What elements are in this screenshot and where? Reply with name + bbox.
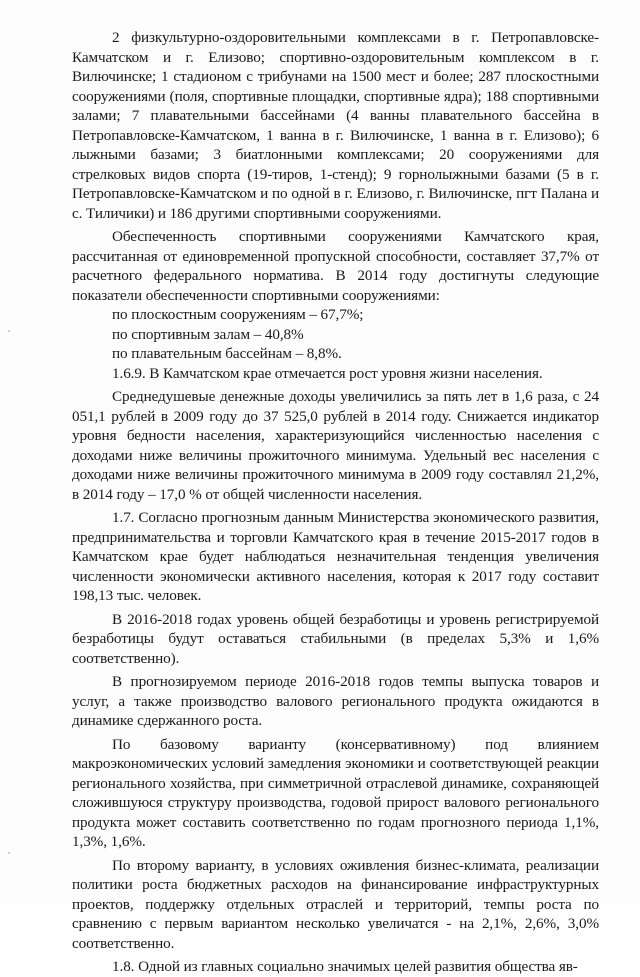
paragraph-base-variant: По базовому варианту (консервативному) под влиянием макроэкономических условий замедления экономики и соответствующей реакции регионального хозяйства, при симметричной отраслевой динамике, сохраняющей сложившуюся структуру производства, годовой прирост валового регионального продукта может составить соответственно по годам прогнозного периода 1,1%, 1,3%, 1,6%.	[72, 735, 599, 850]
paragraph-section-1-6-9: 1.6.9. В Камчатском крае отмечается рост уровня жизни населения.	[112, 364, 543, 382]
scan-speck	[8, 330, 10, 332]
scan-speck	[8, 852, 10, 854]
paragraph-sports-facilities: 2 физкультурно-оздоровительными комплексами в г. Петропавловске-Камчатском и г. Елизово; спортивно-оздоровительным комплексом в г. Вилючинске; 1 стадионом с трибунами на 1500 мест и более; 287 плоскостными сооружениями (поля, спортивные площадки, спортивные ядра); 188 спортивными залами; 7 плавательными бассейнами (4 ванны плавательного бассейна в Петропавловске-Камчатском, 1 ванна в г. Вилючинске, 1 ванна в г. Елизово); 6 лыжными базами; 3 биатлонными комплексами; 20 сооружениями для стрелковых видов спорта (19-тиров, 1-стенд); 9 горнолыжными базами (5 в г. Петропавловске-Камчатском и по одной в г. Елизово, г. Вилючинске, пгт Палана и с. Тиличики) и 186 другими спортивными сооружениями.	[72, 29, 599, 222]
paragraph-income: Среднедушевые денежные доходы увеличились за пять лет в 1,6 раза, с 24 051,1 рублей в 2009 году до 37 525,0 рублей в 2014 году. Снижается индикатор уровня бедности населения, характеризующийся численностью населения с доходами ниже величины прожиточного минимума. Удельный вес населения с доходами ниже величины прожиточного минимума в 2009 году составлял 21,2%, в 2014 году – 17,0 % от общей численности населения.	[72, 388, 599, 503]
paragraph-second-variant: По второму варианту, в условиях оживления бизнес-климата, реализации политики роста бюджетных расходов на финансирование инфраструктурных проектов, поддержку отдельных отраслей и территорий, темпы роста по сравнению с первым вариантом несколько увеличатся - на 2,1%, 2,6%, 3,0% соответственно.	[72, 856, 599, 952]
document-body	[72, 28, 599, 977]
paragraph-facility-provision: Обеспеченность спортивными сооружениями Камчатского края, рассчитанная от единовременной пропускной способности, составляет 37,7% от расчетного федерального норматива. В 2014 году достигнуты следующие показатели обеспеченности спортивными сооружениями:	[72, 228, 599, 304]
list-item-swimming-pools: по плавательным бассейнам – 8,8%.	[112, 345, 342, 362]
paragraph-section-1-8: 1.8. Одной из главных социально значимых целей развития общества яв-	[112, 958, 578, 975]
paragraph-unemployment: В 2016-2018 годах уровень общей безработицы и уровень регистрируемой безработицы будут оставаться стабильными (в пределах 5,3% и 1,6% соответственно).	[72, 610, 599, 667]
list-item-flat-facilities: по плоскостным сооружениям – 67,7%;	[112, 306, 364, 323]
list-item-sports-halls: по спортивным залам – 40,8%	[112, 325, 304, 343]
paragraph-forecast-period: В прогнозируемом периоде 2016-2018 годов темпы выпуска товаров и услуг, а также производство валового регионального продукта ожидаются в динамике сдержанного роста.	[72, 673, 599, 729]
paragraph-section-1-7: 1.7. Согласно прогнозным данным Министерства экономического развития, предпринимательства и торговли Камчатского края в течение 2015-2017 годов в Камчатском крае будет наблюдаться незначительная тенденция увеличения численности экономически активного населения, которая к 2017 году составит 198,13 тыс. человек.	[72, 509, 599, 604]
